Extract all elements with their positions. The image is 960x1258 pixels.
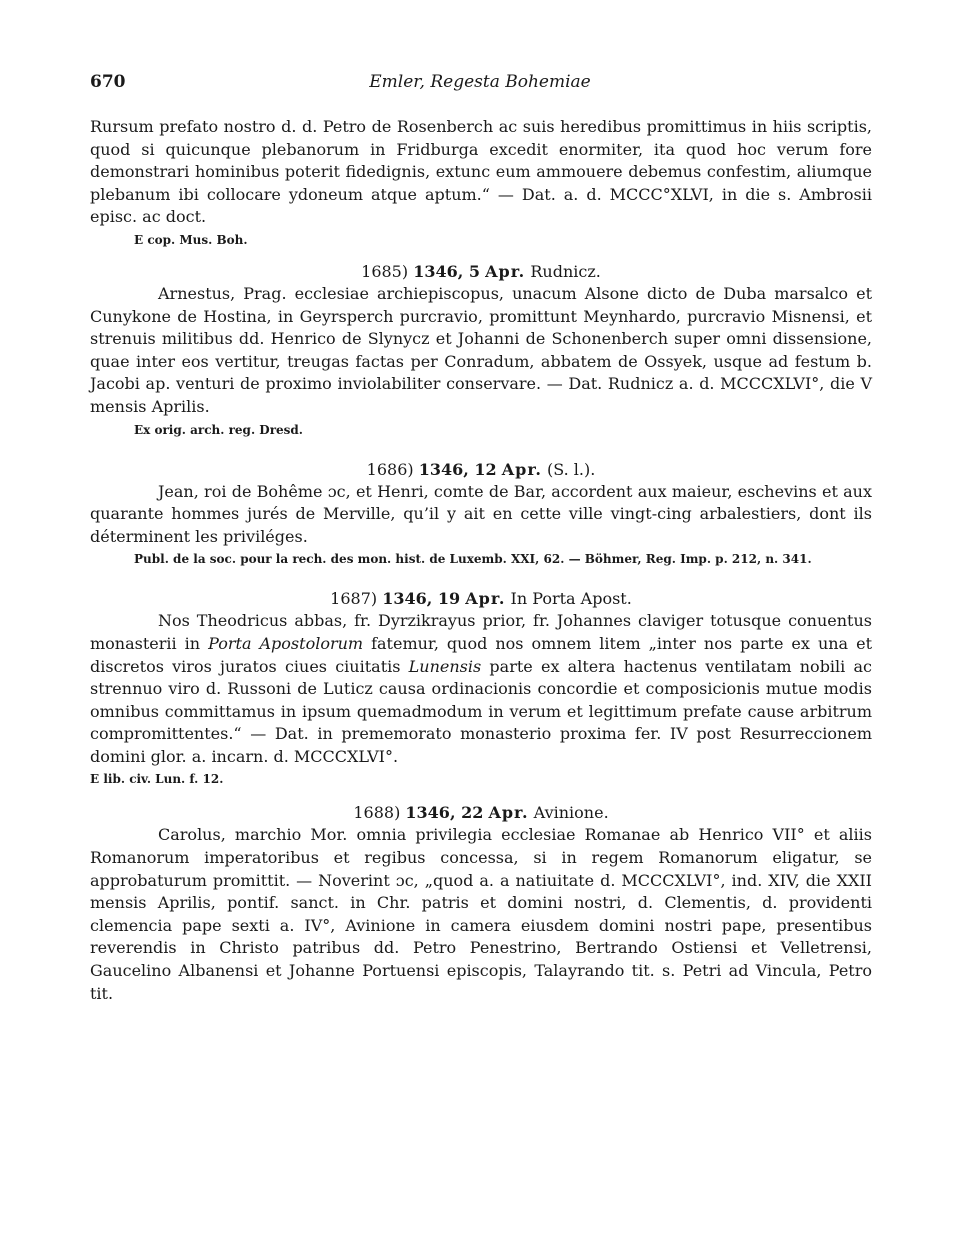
entry-month: Apr. xyxy=(485,261,526,281)
entry-month: Apr. xyxy=(465,589,506,609)
source-note: E lib. civ. Lun. f. 12. xyxy=(90,772,224,787)
entry-number: 1687) xyxy=(330,589,378,609)
source-note: Ex orig. arch. reg. Dresd. xyxy=(134,422,303,437)
entry-place: In Porta Apost. xyxy=(510,589,632,609)
entry-date: 1346, 12 xyxy=(418,459,497,479)
entry-heading xyxy=(90,588,872,610)
entry-text xyxy=(90,610,872,768)
entry-number: 1686) xyxy=(366,459,414,479)
entry-text: Arnestus, Prag. ecclesiae archiepiscopus, unacum Alsone dicto de Duba marsalco et Cunykone de Hostina, in Geyrsperch purcravio, promittunt Meynhardo, purcravio Misnensi, et strenuis militibus dd. Henrico de Slynycz et Johanni de Schonenberch super omni dissensione, quae inter eos vertitur, treugas factas per Conradum, abbatem de Ossyek, usque ad festum b. Jacobi ap. venturi de proximo inviolabiliter conservare. — Dat. Rudnicz a. d. MCCCXLVI°, die V mensis Aprilis. xyxy=(90,283,872,416)
entry-heading xyxy=(90,802,872,824)
entry-text-part: fatemur, quod nos omnem litem „inter nos parte ex una et discretos viros juratos ciues ciuitatis xyxy=(90,633,873,676)
entry-month: Apr. xyxy=(501,459,542,479)
entry-number: 1685) xyxy=(361,261,409,281)
entry-date: 1346, 22 xyxy=(405,803,484,823)
entry-date: 1346, 5 xyxy=(413,261,481,281)
italic-place-name: Porta Apostolorum xyxy=(208,633,364,653)
source-note: E cop. Mus. Boh. xyxy=(134,232,248,247)
entry-place: (S. l.). xyxy=(546,459,596,479)
running-title: Emler, Regesta Bohemiae xyxy=(369,72,591,92)
page-number: 670 xyxy=(90,72,126,92)
entry-month: Apr. xyxy=(488,803,529,823)
source-note: Publ. de la soc. pour la rech. des mon. hist. de Luxemb. XXI, 62. — Böhmer, Reg. Imp. p. 212, n. 341. xyxy=(134,552,812,567)
entry-number: 1688) xyxy=(353,803,401,823)
entry-date: 1346, 19 xyxy=(382,589,461,609)
page-content xyxy=(90,116,872,1005)
entry-heading xyxy=(90,459,872,481)
entry-place: Avinione. xyxy=(533,803,609,823)
entry-text: Carolus, marchio Mor. omnia privilegia ecclesiae Romanae ab Henrico VII° et aliis Romanorum imperatoribus et regibus concessa, si in regem Romanorum eligatur, se approbaturum promittit. — Noverint ɔc, „quod a. a natiuitate d. MCCCXLVI°, ind. XIV, die XXII mensis Aprilis, pontif. sanct. in Chr. patris et domini nostri, d. Clementis, d. providenti clemencia pape sexti a. IV°, Avinione in camera eiusdem domini nostri pape, presentibus reverendis in Christo patribus dd. Petro Penestrino, Bertrando Ostiensi et Velletrensi, Gaucelino Albanensi et Johanne Portuensi episcopis, Talayrando tit. s. Petri ad Vincula, Petro tit. xyxy=(90,825,872,1003)
entry-place: Rudnicz. xyxy=(530,261,601,281)
entry-heading xyxy=(90,261,872,283)
entry-text: Jean, roi de Bohême ɔc, et Henri, comte de Bar, accordent aux maieur, eschevins et aux quarante hommes jurés de Merville, qu’il y ait en cette ville vingt-cing arbalestiers, dont ils déterminent les priviléges. xyxy=(90,481,872,546)
carryover-paragraph: Rursum prefato nostro d. d. Petro de Rosenberch ac suis heredibus promittimus in hiis scriptis, quod si quicunque plebanorum in Fridburga excedit enormiter, ita quod hoc verum fore demonstrari hominibus poterit fidedignis, extunc eum ammouere debemus confestim, aliumque plebanum ibi collocare ydoneum atque aptum.“ — Dat. a. d. MCCC°XLVI, in die s. Ambrosii episc. ac doct. xyxy=(90,117,872,227)
italic-place-name: Lunensis xyxy=(408,656,482,676)
entry-text-part: parte ex altera hactenus ventilatam nobili ac strennuo viro d. Russoni de Luticz causa ordinacionis concordie et composicionis mutue modis omnibus committamus in ipsum quemadmodum in verum et legittimum prefate cause arbitrum compromittentes.“ — Dat. in prememorato monasterio proxima fer. IV post Resurreccionem domini glor. a. incarn. d. MCCCXLVI°. xyxy=(90,656,873,766)
entry-text-part: Nos Theodricus abbas, fr. Dyrzikrayus prior, fr. Johannes claviger totusque conuentus monasterii in xyxy=(90,611,872,653)
page-header xyxy=(90,72,870,100)
